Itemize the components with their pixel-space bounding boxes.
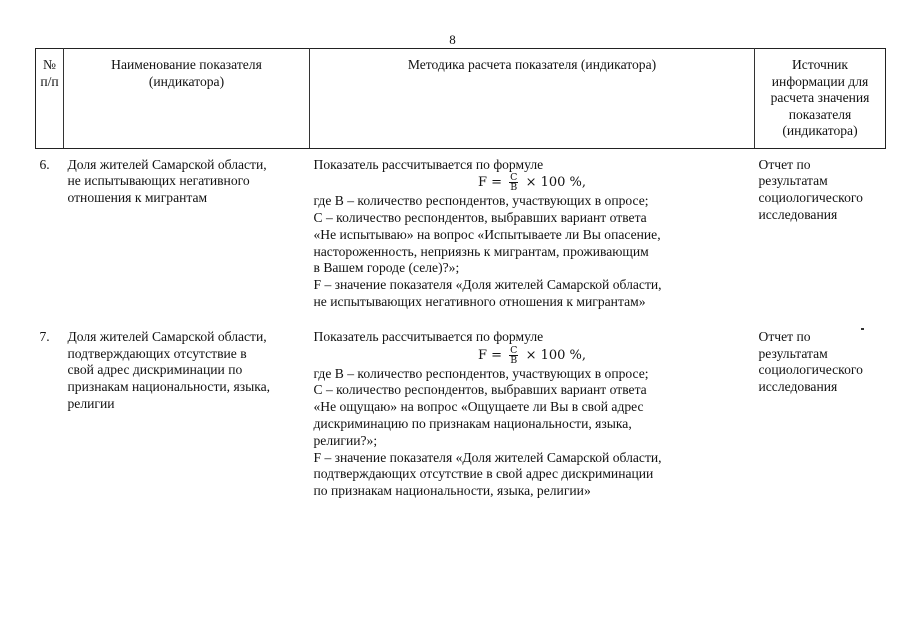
formula-numerator: C <box>510 172 518 184</box>
source-line: результатам <box>758 345 828 361</box>
method-intro: Показатель рассчитывается по формуле <box>313 328 544 344</box>
formula-fraction <box>509 346 518 365</box>
header-name-line: Наименование показателя <box>111 57 262 72</box>
information-source <box>755 321 886 510</box>
source-line: исследования <box>758 379 838 395</box>
header-source-line: расчета значения <box>770 90 870 105</box>
method-line: «Не ощущаю» на вопрос «Ощущаете ли Вы в свой адрес <box>313 399 644 415</box>
table-row <box>36 148 886 321</box>
header-calculation-method <box>310 49 755 149</box>
indicator-name <box>64 321 310 510</box>
method-line: дискриминацию по признакам национальности, языка, <box>313 416 632 432</box>
formula <box>314 346 751 366</box>
page-number: 8 <box>449 32 456 47</box>
header-number <box>36 49 64 149</box>
indicator-name-line: отношения к мигрантам <box>67 190 208 206</box>
header-source-line: (индикатора) <box>782 123 858 138</box>
formula-lhs: F = <box>477 175 502 191</box>
formula <box>314 173 751 193</box>
method-line: F – значение показателя «Доля жителей Самарской области, <box>313 277 662 293</box>
method-line: по признакам национальности, языка, религии» <box>313 483 591 499</box>
formula-rhs: × 100 %, <box>525 347 587 363</box>
method-line: в Вашем городе (селе)?»; <box>313 260 460 276</box>
method-line: где B – количество респондентов, участвующих в опросе; <box>313 365 649 381</box>
method-line: где B – количество респондентов, участвующих в опросе; <box>313 193 649 209</box>
indicator-name-line: Доля жителей Самарской области, <box>67 328 267 344</box>
formula-rhs: × 100 %, <box>525 175 587 191</box>
header-source-line: Источник <box>791 57 849 72</box>
calculation-method <box>310 321 755 510</box>
formula-denominator: B <box>510 354 518 366</box>
indicator-name-line: не испытывающих негативного <box>67 173 250 189</box>
method-line: C – количество респондентов, выбравших вариант ответа <box>313 382 647 398</box>
formula-lhs: F = <box>477 347 502 363</box>
header-source-line: показателя <box>788 106 852 122</box>
indicator-name <box>64 148 310 321</box>
header-indicator-name <box>64 49 310 149</box>
formula-fraction <box>509 173 518 192</box>
method-intro: Показатель рассчитывается по формуле <box>313 156 544 172</box>
row-number: 6. <box>39 156 50 172</box>
row-number: 7. <box>39 328 50 344</box>
header-source-line: информации для <box>771 73 869 89</box>
header-name-line: (индикатора) <box>148 73 225 89</box>
scan-speck <box>861 328 864 330</box>
method-line: религии?»; <box>313 432 378 448</box>
formula-numerator: C <box>510 344 518 356</box>
method-line: настороженность, неприязнь к мигрантам, проживающим <box>313 243 649 259</box>
header-number-line: № <box>43 57 56 72</box>
method-line: F – значение показателя «Доля жителей Самарской области, <box>313 449 662 465</box>
header-number-line: п/п <box>40 73 59 89</box>
indicator-name-line: признакам национальности, языка, <box>67 379 271 395</box>
information-source <box>755 148 886 321</box>
method-line: подтверждающих отсутствие в свой адрес дискриминации <box>313 466 654 482</box>
source-line: социологического <box>758 362 863 378</box>
indicator-name-line: Доля жителей Самарской области, <box>67 156 267 172</box>
formula-denominator: B <box>510 182 518 194</box>
table-row <box>36 321 886 510</box>
header-method-line: Методика расчета показателя (индикатора) <box>407 57 657 72</box>
table-header-row <box>36 49 886 149</box>
indicator-name-line: подтверждающих отсутствие в <box>67 345 247 361</box>
source-line: социологического <box>758 190 863 206</box>
calculation-method <box>310 148 755 321</box>
method-line: не испытывающих негативного отношения к мигрантам» <box>313 294 646 310</box>
indicator-name-line: религии <box>67 396 115 412</box>
method-line: «Не испытываю» на вопрос «Испытываете ли Вы опасение, <box>313 226 661 242</box>
source-line: исследования <box>758 206 838 222</box>
source-line: Отчет по <box>758 328 811 344</box>
header-information-source <box>755 49 886 149</box>
indicator-table <box>35 48 886 510</box>
indicator-name-line: свой адрес дискриминации по <box>67 362 243 378</box>
source-line: Отчет по <box>758 156 811 172</box>
method-line: C – количество респондентов, выбравших вариант ответа <box>313 210 647 226</box>
source-line: результатам <box>758 173 828 189</box>
